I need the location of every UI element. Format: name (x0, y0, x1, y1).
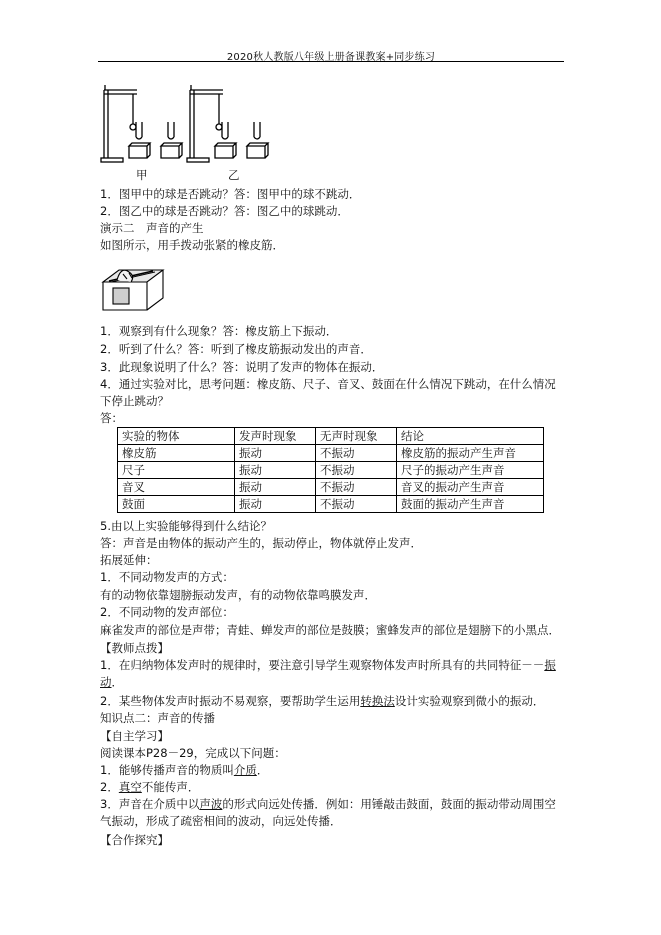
study-item-3-answer: 声波 (199, 797, 223, 811)
teacher-tip-2 (100, 693, 544, 710)
table-row (118, 445, 544, 462)
demo-title: 演示二 声音的产生 (100, 221, 204, 235)
table-header-cell: 发声时现象 (235, 428, 316, 445)
table-cell: 鼓面 (118, 496, 235, 513)
question-2: 2．图乙中的球是否跳动？答：图乙中的球跳动． (100, 204, 349, 218)
table-header-row (118, 428, 544, 445)
table-header-cell: 无声时现象 (316, 428, 397, 445)
table-cell: 振动 (235, 445, 316, 462)
teacher-tip-1-end: ． (111, 675, 123, 689)
teacher-tip-1-text: 1．在归纳物体发声时的规律时，要注意引导学生观察物体发声时所具有的共同特征－－ (100, 658, 545, 672)
extension-item-1: 1．不同动物发声的方式： (100, 570, 234, 584)
tuning-fork-pendulum-figure (95, 82, 285, 164)
page-header: 2020秋人教版八年级上册备课教案+同步练习 (226, 52, 436, 63)
observation-1: 1．观察到有什么现象？答：橡皮筋上下振动． (100, 324, 338, 338)
teacher-tips-title: 【教师点拨】 (100, 641, 169, 655)
table-cell: 不振动 (316, 445, 397, 462)
study-item-3-text: 3．声音在介质中以 (100, 797, 200, 811)
experiment-table (117, 427, 544, 513)
study-item-1-answer: 介质 (233, 763, 257, 777)
table-cell: 振动 (235, 496, 316, 513)
conclusion: 答：声音是由物体的振动产生的，振动停止，物体就停止发声． (100, 536, 422, 550)
table-cell: 不振动 (316, 462, 397, 479)
knowledge-point-2: 知识点二：声音的传播 (100, 711, 215, 725)
study-item-3 (100, 796, 565, 830)
teacher-tip-2-answer: 转换法 (360, 694, 395, 708)
study-item-1 (100, 762, 268, 779)
table-cell: 橡皮筋 (118, 445, 235, 462)
extension-item-2: 2．不同动物的发声部位： (100, 605, 234, 619)
question-5: 5.由以上实验能够得到什么结论？ (100, 519, 272, 533)
rubber-band-box-figure (99, 260, 167, 316)
observation-3: 3．此现象说明了什么？答：说明了发声的物体在振动． (100, 360, 384, 374)
question-1: 1．图甲中的球是否跳动？答：图甲中的球不跳动． (100, 187, 361, 201)
study-item-2 (100, 779, 199, 796)
table-cell: 不振动 (316, 479, 397, 496)
table-cell: 不振动 (316, 496, 397, 513)
table-cell: 音叉 (118, 479, 235, 496)
extension-text-1: 有的动物依靠翅膀振动发声，有的动物依靠鸣膜发声． (100, 588, 376, 602)
teacher-tip-2-text: 2．某些物体发声时振动不易观察，要帮助学生运用 (100, 694, 361, 708)
study-item-2-num: 2． (100, 780, 119, 794)
table-cell: 振动 (235, 479, 316, 496)
header-rule (98, 61, 564, 62)
figure-caption-b: 乙 (228, 168, 240, 182)
table-cell: 尺子的振动产生声音 (397, 462, 544, 479)
table-cell: 橡皮筋的振动产生声音 (397, 445, 544, 462)
study-item-2-text: 不能传声． (141, 780, 200, 794)
demo-intro: 如图所示，用手拨动张紧的橡皮筋． (100, 238, 284, 252)
figure-caption-a: 甲 (136, 168, 148, 182)
table-cell: 振动 (235, 462, 316, 479)
table-row (118, 479, 544, 496)
cooperative-inquiry-title: 【合作探究】 (100, 833, 169, 847)
table-header-cell: 实验的物体 (118, 428, 235, 445)
table-row (118, 496, 544, 513)
study-item-3-end: 的形式向远处传播．例如：用锤敲击鼓面，鼓面的振动带动周围空气振动，形成了疏密相间的波动，向远处传播． (100, 797, 556, 828)
question-4: 4．通过实验对比，思考问题：橡皮筋、尺子、音叉、鼓面在什么情况下跳动，在什么情况下停止跳动？ (100, 377, 556, 408)
self-study-title: 【自主学习】 (100, 729, 169, 743)
teacher-tip-1-answer: 振动 (100, 658, 556, 689)
teacher-tip-2-end: 设计实验观察到微小的振动． (394, 694, 545, 708)
extension-title: 拓展延伸： (100, 553, 158, 567)
table-row (118, 462, 544, 479)
study-item-1-text: 1．能够传播声音的物质叫 (100, 763, 234, 777)
study-item-2-answer: 真空 (118, 780, 142, 794)
table-header-cell: 结论 (397, 428, 544, 445)
reading-instruction: 阅读课本P28－29，完成以下问题： (100, 746, 286, 760)
answer-label: 答： (100, 411, 123, 425)
table-cell: 尺子 (118, 462, 235, 479)
table-cell: 音叉的振动产生声音 (397, 479, 544, 496)
observation-2: 2．听到了什么？答：听到了橡皮筋振动发出的声音． (100, 342, 372, 356)
study-item-1-end: ． (256, 763, 269, 777)
extension-text-2: 麻雀发声的部位是声带；青蛙、蝉发声的部位是鼓膜；蜜蜂发声的部位是翅膀下的小黑点． (100, 623, 560, 637)
table-cell: 鼓面的振动产生声音 (397, 496, 544, 513)
teacher-tip-1 (100, 657, 565, 691)
